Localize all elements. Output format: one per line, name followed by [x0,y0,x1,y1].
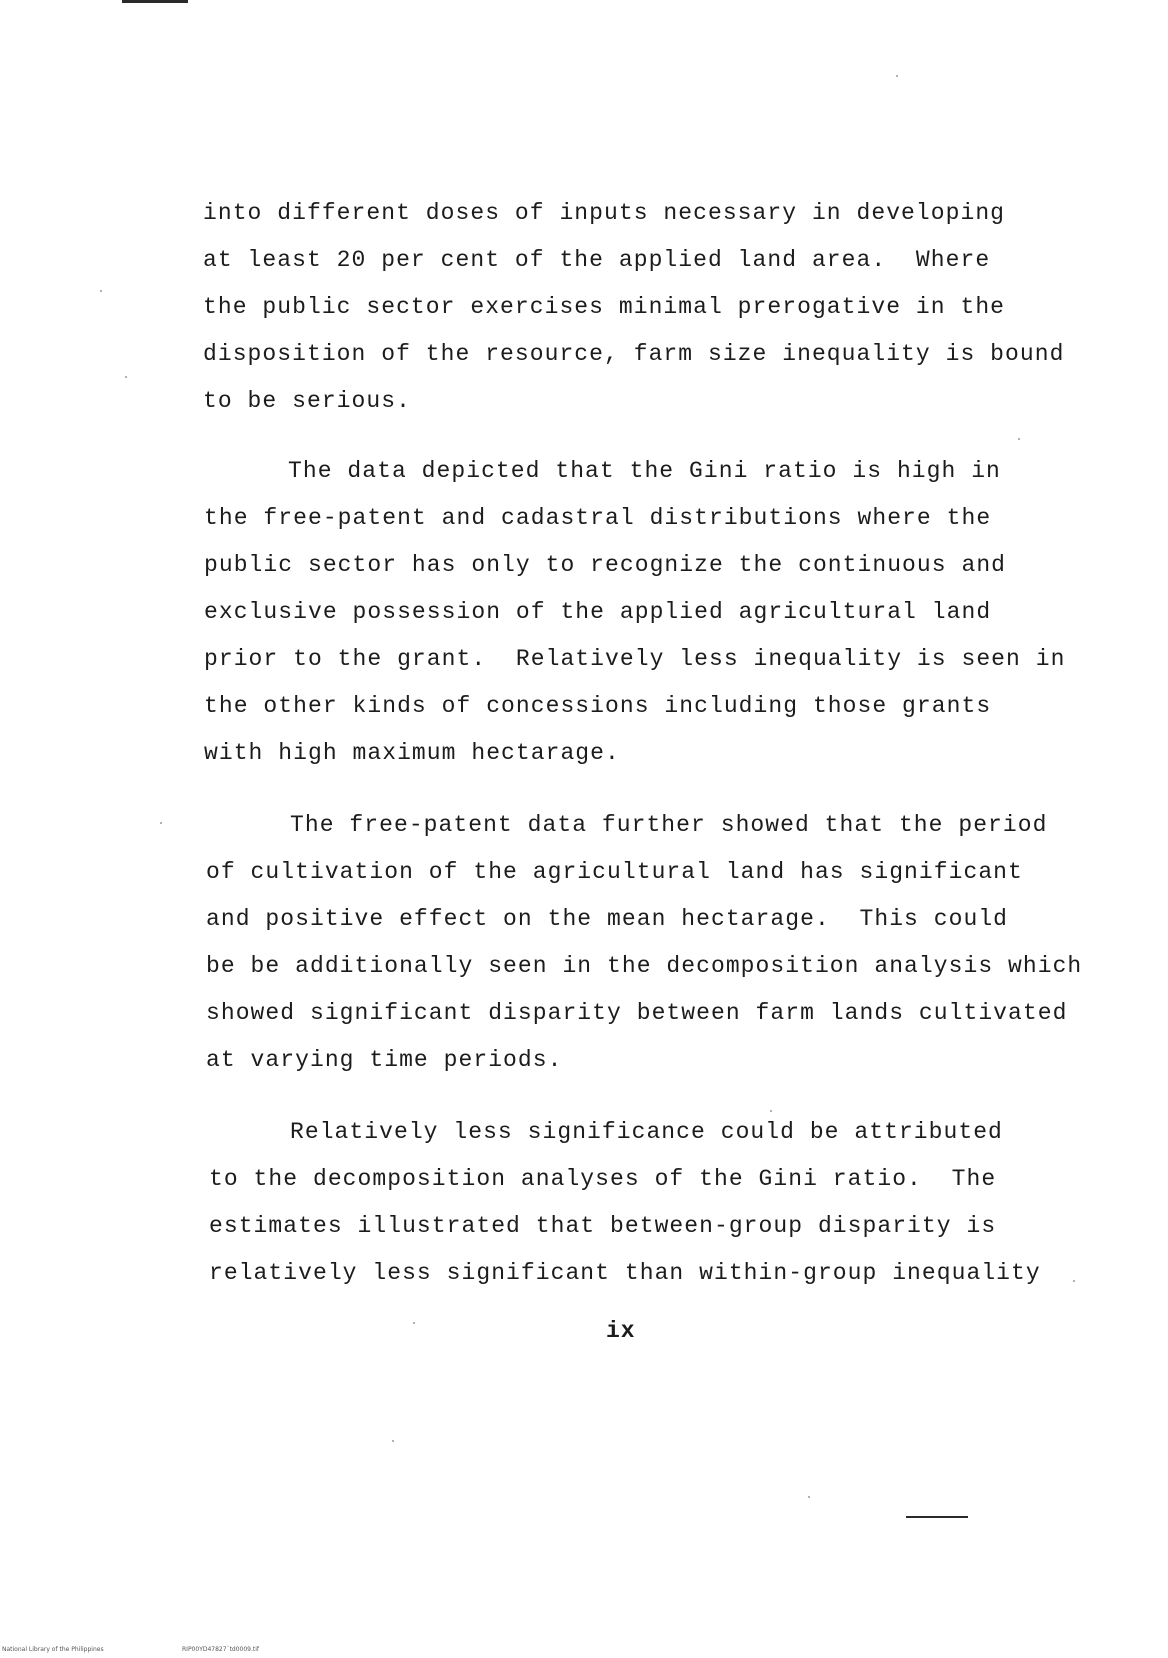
text-line: at least 20 per cent of the applied land area. Where [203,247,991,273]
text-line: the other kinds of concessions including those grants [204,693,992,719]
text-line: The free-patent data further showed that the period [290,812,1048,838]
scan-speck [160,822,162,824]
scan-speck [770,1110,772,1112]
scan-speck [896,75,898,77]
text-line: public sector has only to recognize the continuous and [204,552,1007,578]
text-line: to be serious. [203,388,411,414]
scan-speck [392,1440,394,1442]
text-line: showed significant disparity between farm lands cultivated [206,1000,1068,1026]
text-line: with high maximum hectarage. [204,740,620,766]
scan-speck [125,376,127,378]
page-number: ix [606,1318,636,1344]
scan-speck [808,1496,810,1498]
text-line: estimates illustrated that between-group disparity is [209,1213,997,1239]
text-line: and positive effect on the mean hectarage. This could [206,906,1009,932]
footer-file-id: RIP00YD47827`td0009.tif [182,1646,260,1653]
text-line: Relatively less significance could be attributed [290,1119,1003,1145]
footer-credit: National Library of the Philippines [2,1646,104,1653]
top-edge-rule [122,0,188,3]
text-line: at varying time periods. [206,1047,563,1073]
scan-speck [1073,1280,1075,1282]
scan-speck [413,1322,415,1324]
text-line: prior to the grant. Relatively less inequality is seen in [204,646,1066,672]
text-line: be be additionally seen in the decomposition analysis which [206,953,1083,979]
text-line: the public sector exercises minimal prerogative in the [203,294,1006,320]
text-line: to the decomposition analyses of the Gini ratio. The [209,1166,997,1192]
scan-speck [1018,438,1020,440]
text-line: of cultivation of the agricultural land has significant [206,859,1023,885]
text-line: The data depicted that the Gini ratio is high in [288,458,1001,484]
text-line: the free-patent and cadastral distributions where the [204,505,992,531]
scan-speck [100,290,102,292]
text-line: exclusive possession of the applied agricultural land [204,599,992,625]
text-line: disposition of the resource, farm size inequality is bound [203,341,1065,367]
bottom-rule [906,1516,968,1518]
text-line: relatively less significant than within-group inequality [209,1260,1041,1286]
text-line: into different doses of inputs necessary in developing [203,200,1006,226]
